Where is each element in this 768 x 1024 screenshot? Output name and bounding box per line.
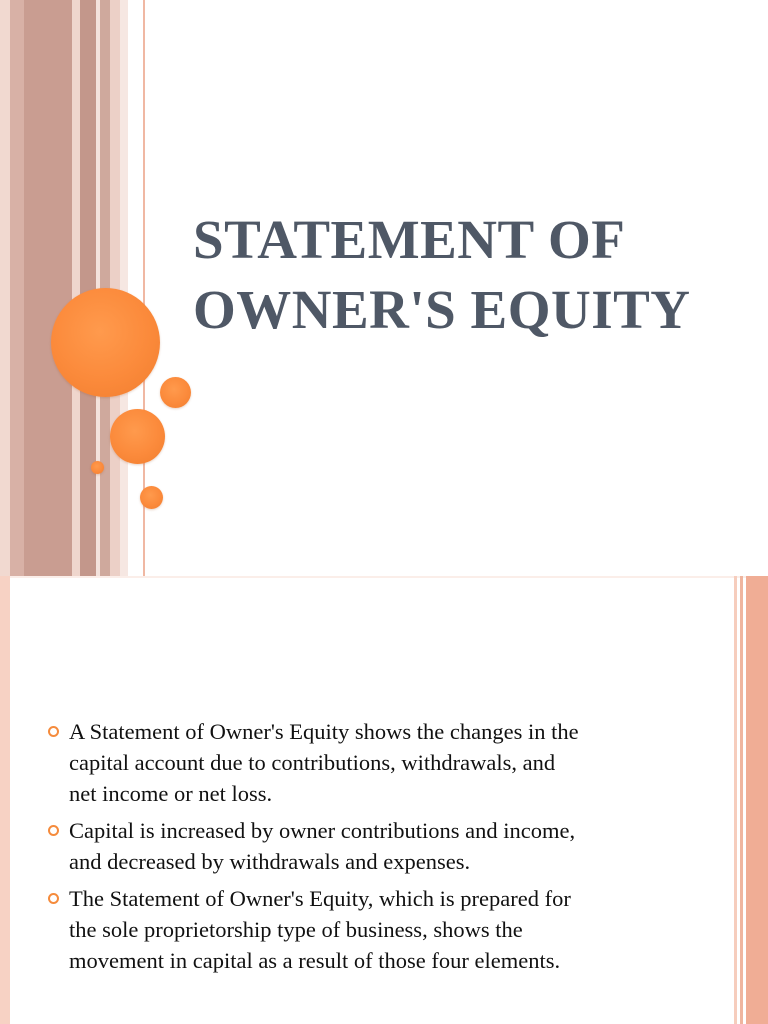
bullet-line: net income or net loss. bbox=[69, 781, 273, 806]
bullet-line: the sole proprietorship type of business, shows the bbox=[69, 917, 523, 942]
bullet-list bbox=[48, 716, 678, 982]
decorative-line bbox=[0, 576, 768, 578]
decorative-stripe bbox=[24, 0, 72, 576]
decorative-stripe bbox=[740, 576, 743, 1024]
decorative-stripe bbox=[10, 0, 24, 576]
decorative-circle-large bbox=[51, 288, 160, 397]
bullet-line: The Statement of Owner's Equity, which is prepared for bbox=[69, 886, 571, 911]
decorative-stripe bbox=[0, 576, 10, 1024]
decorative-circle-small bbox=[160, 377, 191, 408]
bullet-item bbox=[48, 716, 678, 809]
decorative-stripe bbox=[734, 576, 737, 1024]
ring-bullet-icon bbox=[48, 825, 59, 836]
bullet-line: A Statement of Owner's Equity shows the changes in the bbox=[69, 719, 579, 744]
ring-bullet-icon bbox=[48, 726, 59, 737]
content-slide bbox=[0, 576, 768, 1024]
bullet-line: Capital is increased by owner contributions and income, bbox=[69, 818, 576, 843]
decorative-stripe bbox=[120, 0, 128, 576]
bullet-line: capital account due to contributions, withdrawals, and bbox=[69, 750, 556, 775]
decorative-stripe bbox=[72, 0, 80, 576]
slide-title-line: STATEMENT OF bbox=[193, 209, 626, 270]
decorative-stripe bbox=[746, 576, 768, 1024]
ring-bullet-icon bbox=[48, 893, 59, 904]
decorative-stripe bbox=[0, 0, 10, 576]
bullet-item bbox=[48, 815, 678, 877]
decorative-stripe bbox=[80, 0, 96, 576]
decorative-circle-tiny bbox=[91, 461, 104, 474]
bullet-item bbox=[48, 883, 678, 976]
bullet-line: movement in capital as a result of those four elements. bbox=[69, 948, 561, 973]
slide-title-line: OWNER'S EQUITY bbox=[193, 279, 691, 340]
slide-title bbox=[193, 205, 753, 345]
decorative-circle-small bbox=[140, 486, 163, 509]
decorative-circle-medium bbox=[110, 409, 165, 464]
bullet-line: and decreased by withdrawals and expenses. bbox=[69, 849, 471, 874]
